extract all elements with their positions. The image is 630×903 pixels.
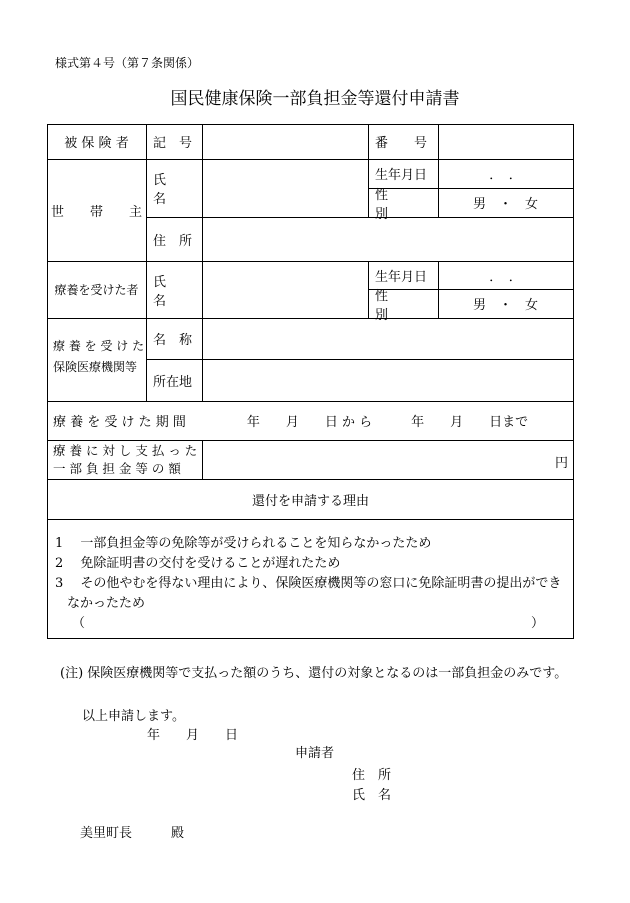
note: (注) 保険医療機関等で支払った額のうち、還付の対象となるのは一部負担金のみです。	[60, 666, 568, 681]
addressee: 美里町長 殿	[80, 826, 185, 841]
patient-sex-label: 性 別	[375, 288, 428, 323]
householder-address-field[interactable]	[202, 217, 573, 261]
number-field[interactable]	[438, 124, 573, 159]
householder-birth-label: 生年月日	[375, 168, 428, 183]
apply-statement: 以上申請します。	[82, 709, 185, 724]
institution-name-field[interactable]	[202, 318, 573, 359]
reason-3-continued: なかったため	[67, 596, 146, 611]
reason-close-paren: ）	[531, 616, 545, 631]
patient-name-field[interactable]	[202, 261, 368, 318]
patient-name-label: 氏 名	[153, 274, 193, 309]
amount-paid-label	[53, 442, 197, 478]
householder-address-label: 住 所	[153, 233, 193, 249]
yen-unit: 円	[555, 456, 569, 471]
householder-name-field[interactable]	[202, 159, 368, 217]
form-number: 様式第４号（第７条関係）	[55, 56, 200, 70]
householder-sex-field[interactable]: 男 ・ 女	[472, 197, 538, 212]
reason-1[interactable]: 1 一部負担金等の免除等が受けられることを知らなかったため	[55, 536, 432, 551]
institution-label-line2: 保険医療機関等	[53, 360, 138, 374]
period-field[interactable]: 年 月 日 か ら 年 月 日まで	[246, 415, 529, 430]
patient-sex-field[interactable]: 男 ・ 女	[472, 298, 538, 313]
insured-label: 被 保 険 者	[64, 136, 129, 151]
reason-3[interactable]: 3 その他やむを得ない理由により、保険医療機関等の窓口に免除証明書の提出ができ	[55, 576, 562, 591]
institution-name-label: 名 称	[153, 333, 193, 348]
institution-label-line1: 療 養 を 受 け た	[53, 339, 145, 353]
institution-address-label: 所在地	[153, 374, 193, 390]
reason-2[interactable]: 2 免除証明書の交付を受けることが遅れたため	[55, 556, 341, 571]
amount-paid-label-line2: 一 部 負 担 金 等 の 額	[53, 461, 181, 476]
applicant-name-label: 氏 名	[352, 788, 392, 803]
patient-birth-field[interactable]: ． ．	[489, 269, 522, 285]
applicant-label: 申請者	[295, 746, 335, 761]
patient-label: 療養を受けた者	[54, 283, 139, 297]
application-table	[47, 124, 574, 639]
reason-header: 還付を申請する理由	[251, 493, 369, 509]
form-title: 国民健康保険一部負担金等還付申請書	[170, 89, 460, 109]
amount-paid-field[interactable]	[202, 440, 573, 479]
symbol-field[interactable]	[202, 124, 368, 159]
symbol-label: 記 号	[153, 136, 193, 151]
householder-name-label: 氏 名	[153, 173, 193, 207]
householder-birth-field[interactable]: ． ．	[489, 168, 522, 183]
application-date[interactable]: 年 月 日	[147, 728, 239, 743]
householder-label: 世 帯 主	[50, 204, 142, 220]
householder-sex-label: 性 別	[375, 187, 428, 222]
patient-birth-label: 生年月日	[375, 269, 428, 285]
institution-address-field[interactable]	[202, 359, 573, 401]
reason-open-paren: （	[72, 616, 86, 631]
period-label: 療 養 を 受 け た 期 間	[53, 415, 186, 430]
institution-label	[53, 336, 144, 378]
applicant-address-label: 住 所	[352, 768, 392, 783]
number-label: 番 号	[375, 136, 428, 151]
amount-paid-label-line1: 療 養 に 対 し 支 払 っ た	[53, 443, 198, 458]
